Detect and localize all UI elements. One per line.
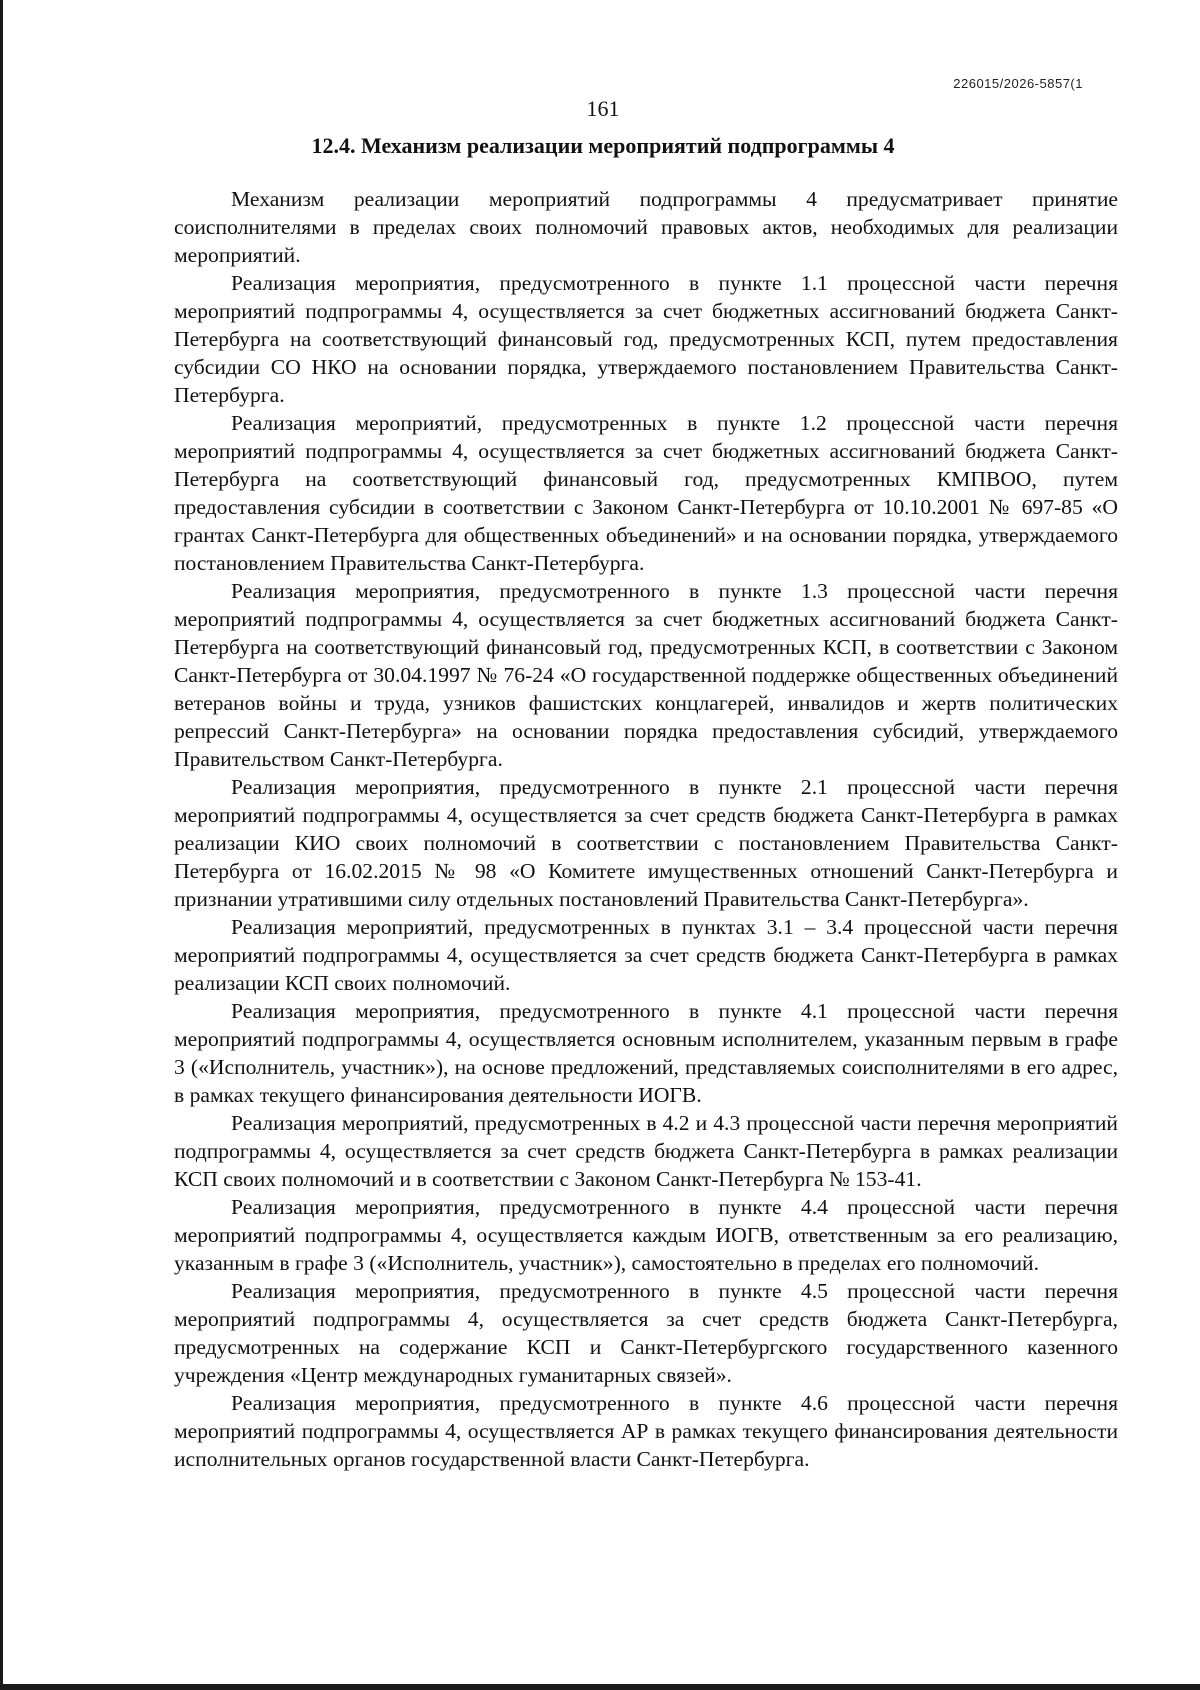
body-text <box>174 185 1118 1473</box>
paragraph: Реализация мероприятия, предусмотренного в пункте 4.5 процессной части перечня мероприятий подпрограммы 4, осуществляется за счет средств бюджета Санкт-Петербурга, предусмотренных на содержание КСП и Санкт-Петербургского государственного казенного учреждения «Центр международных гуманитарных связей». <box>174 1279 1118 1387</box>
paragraph: Механизм реализации мероприятий подпрограммы 4 предусматривает принятие соисполнителями в пределах своих полномочий правовых актов, необходимых для реализации мероприятий. <box>174 187 1118 267</box>
section-title: 12.4. Механизм реализации мероприятий подпрограммы 4 <box>311 133 895 158</box>
document-id: 226015/2026-5857(1 <box>953 76 1083 91</box>
paragraph: Реализация мероприятия, предусмотренного в пункте 4.6 процессной части перечня мероприятий подпрограммы 4, осуществляется АР в рамках текущего финансирования деятельности исполнительных органов государственной власти Санкт-Петербурга. <box>174 1391 1118 1471</box>
page-bottom-edge <box>3 1684 1200 1690</box>
paragraph: Реализация мероприятия, предусмотренного в пункте 2.1 процессной части перечня мероприятий подпрограммы 4, осуществляется за счет средств бюджета Санкт-Петербурга в рамках реализации КИО своих полномочий в соответствии с постановлением Правительства Санкт-Петербурга от 16.02.2015 № 98 «О Комитете имущественных отношений Санкт-Петербурга и признании утратившими силу отдельных постановлений Правительства Санкт-Петербурга». <box>174 775 1118 911</box>
paragraph: Реализация мероприятий, предусмотренных в 4.2 и 4.3 процессной части перечня мероприятий подпрограммы 4, осуществляется за счет средств бюджета Санкт-Петербурга в рамках реализации КСП своих полномочий и в соответствии с Законом Санкт-Петербурга № 153-41. <box>174 1111 1118 1191</box>
page-number: 161 <box>586 96 620 121</box>
paragraph: Реализация мероприятия, предусмотренного в пункте 4.4 процессной части перечня мероприятий подпрограммы 4, осуществляется каждым ИОГВ, ответственным за его реализацию, указанным в графе 3 («Исполнитель, участник»), самостоятельно в пределах его полномочий. <box>174 1195 1118 1275</box>
paragraph: Реализация мероприятия, предусмотренного в пункте 1.1 процессной части перечня мероприятий подпрограммы 4, осуществляется за счет бюджетных ассигнований бюджета Санкт-Петербурга на соответствующий финансовый год, предусмотренных КСП, путем предоставления субсидии СО НКО на основании порядка, утверждаемого постановлением Правительства Санкт-Петербурга. <box>174 271 1118 407</box>
paragraph: Реализация мероприятий, предусмотренных в пунктах 3.1 – 3.4 процессной части перечня мероприятий подпрограммы 4, осуществляется за счет средств бюджета Санкт-Петербурга в рамках реализации КСП своих полномочий. <box>174 915 1118 995</box>
paragraph: Реализация мероприятия, предусмотренного в пункте 1.3 процессной части перечня мероприятий подпрограммы 4, осуществляется за счет бюджетных ассигнований бюджета Санкт-Петербурга на соответствующий финансовый год, предусмотренных КСП, в соответствии с Законом Санкт-Петербурга от 30.04.1997 № 76-24 «О государственной поддержке общественных объединений ветеранов войны и труда, узников фашистских концлагерей, инвалидов и жертв политических репрессий Санкт-Петербурга» на основании порядка предоставления субсидий, утверждаемого Правительством Санкт-Петербурга. <box>174 579 1118 771</box>
paragraph: Реализация мероприятия, предусмотренного в пункте 4.1 процессной части перечня мероприятий подпрограммы 4, осуществляется основным исполнителем, указанным первым в графе 3 («Исполнитель, участник»), на основе предложений, представляемых соисполнителями в его адрес, в рамках текущего финансирования деятельности ИОГВ. <box>174 999 1118 1107</box>
paragraph: Реализация мероприятий, предусмотренных в пункте 1.2 процессной части перечня мероприятий подпрограммы 4, осуществляется за счет бюджетных ассигнований бюджета Санкт-Петербурга на соответствующий финансовый год, предусмотренных КМПВОО, путем предоставления субсидии в соответствии с Законом Санкт-Петербурга от 10.10.2001 № 697-85 «О грантах Санкт-Петербурга для общественных объединений» и на основании порядка, утверждаемого постановлением Правительства Санкт-Петербурга. <box>174 411 1118 575</box>
